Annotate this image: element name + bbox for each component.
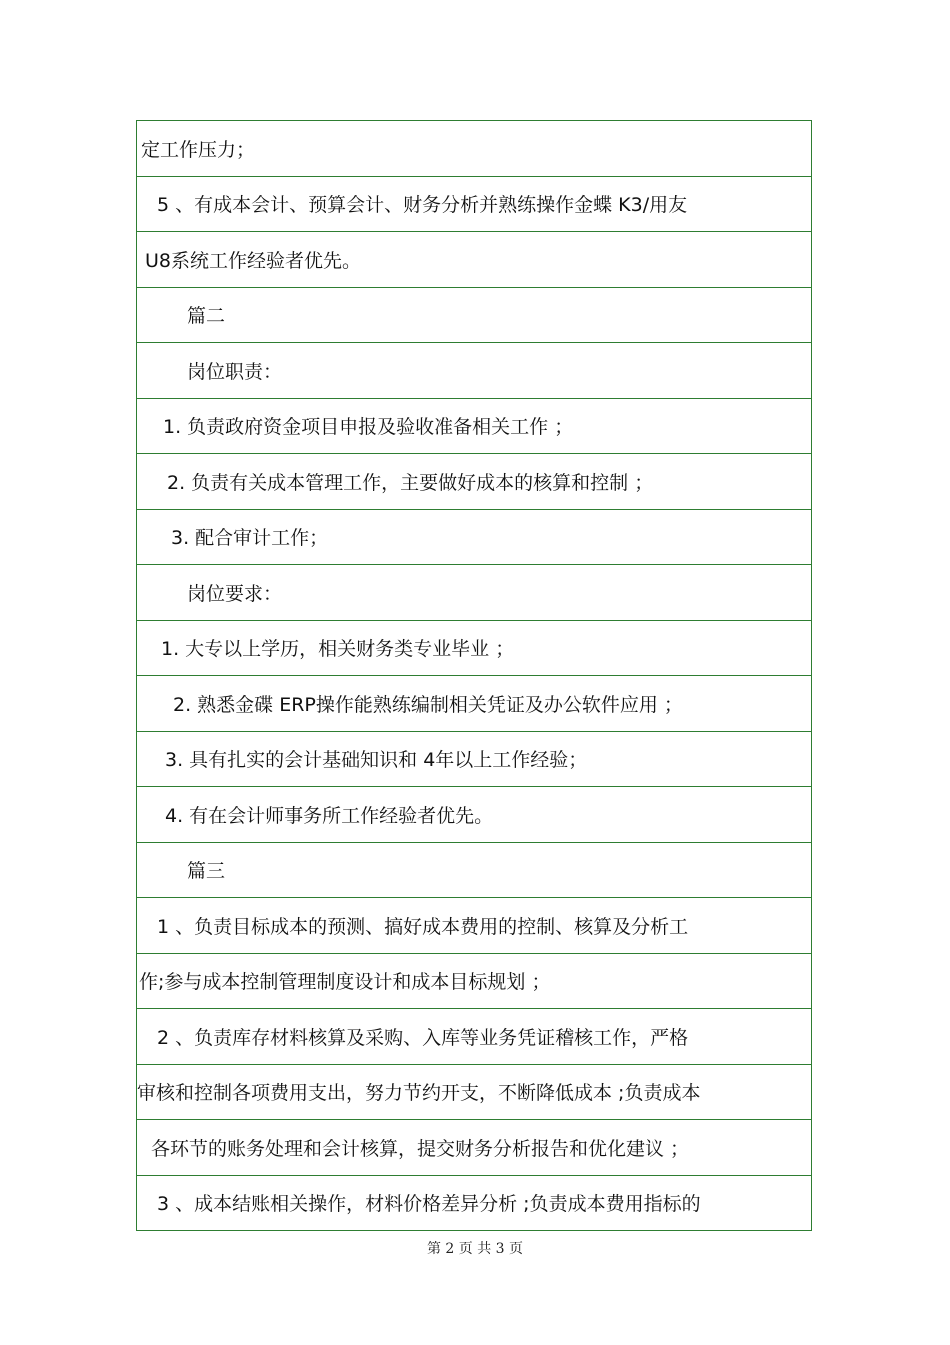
row-text: 1. 大专以上学历，相关财务类专业毕业 ； xyxy=(161,638,515,661)
subsection-heading: 岗位职责： xyxy=(187,360,283,383)
table-row xyxy=(137,343,811,399)
table-row xyxy=(137,676,811,732)
table-row xyxy=(137,621,811,677)
table-row xyxy=(137,121,811,177)
table-row xyxy=(137,454,811,510)
table-row xyxy=(137,732,811,788)
section-heading: 篇二 xyxy=(187,305,226,328)
row-text: 2. 熟悉金碟 ERP操作能熟练编制相关凭证及办公软件应用 ； xyxy=(173,693,683,716)
row-text: U8系统工作经验者优先。 xyxy=(145,249,361,272)
table-row xyxy=(137,565,811,621)
table-row xyxy=(137,399,811,455)
table-row xyxy=(137,1120,811,1176)
content-table xyxy=(136,120,812,1231)
row-text: 3. 具有扎实的会计基础知识和 4年以上工作经验； xyxy=(165,749,588,772)
row-text: 5 、有成本会计、预算会计、财务分析并熟练操作金蝶 K3/用友 xyxy=(157,194,688,217)
table-row xyxy=(137,177,811,233)
row-text: 审核和控制各项费用支出，努力节约开支，不断降低成本 ;负责成本 xyxy=(137,1082,701,1105)
row-text: 作;参与成本控制管理制度设计和成本目标规划 ； xyxy=(139,971,551,994)
table-row xyxy=(137,288,811,344)
subsection-heading: 岗位要求： xyxy=(187,582,283,605)
table-row xyxy=(137,898,811,954)
page-footer: 第 2 页 共 3 页 xyxy=(426,1241,524,1257)
table-row xyxy=(137,1176,811,1232)
row-text: 4. 有在会计师事务所工作经验者优先。 xyxy=(165,804,494,827)
section-heading: 篇三 xyxy=(187,860,226,883)
row-text: 2. 负责有关成本管理工作，主要做好成本的核算和控制 ； xyxy=(167,471,654,494)
row-text: 1 、负责目标成本的预测、搞好成本费用的控制、核算及分析工 xyxy=(157,915,689,938)
row-text: 3. 配合审计工作； xyxy=(171,527,329,550)
table-row xyxy=(137,954,811,1010)
row-text: 各环节的账务处理和会计核算，提交财务分析报告和优化建议 ； xyxy=(151,1137,690,1160)
table-row xyxy=(137,787,811,843)
row-text: 定工作压力； xyxy=(141,138,256,161)
row-text: 3 、成本结账相关操作，材料价格差异分析 ;负责成本费用指标的 xyxy=(157,1193,701,1216)
table-row xyxy=(137,843,811,899)
row-text: 2 、负责库存材料核算及采购、入库等业务凭证稽核工作，严格 xyxy=(157,1026,689,1049)
row-text: 1. 负责政府资金项目申报及验收准备相关工作 ； xyxy=(163,416,574,439)
table-row xyxy=(137,510,811,566)
table-row xyxy=(137,1009,811,1065)
table-row xyxy=(137,1065,811,1121)
table-row xyxy=(137,232,811,288)
